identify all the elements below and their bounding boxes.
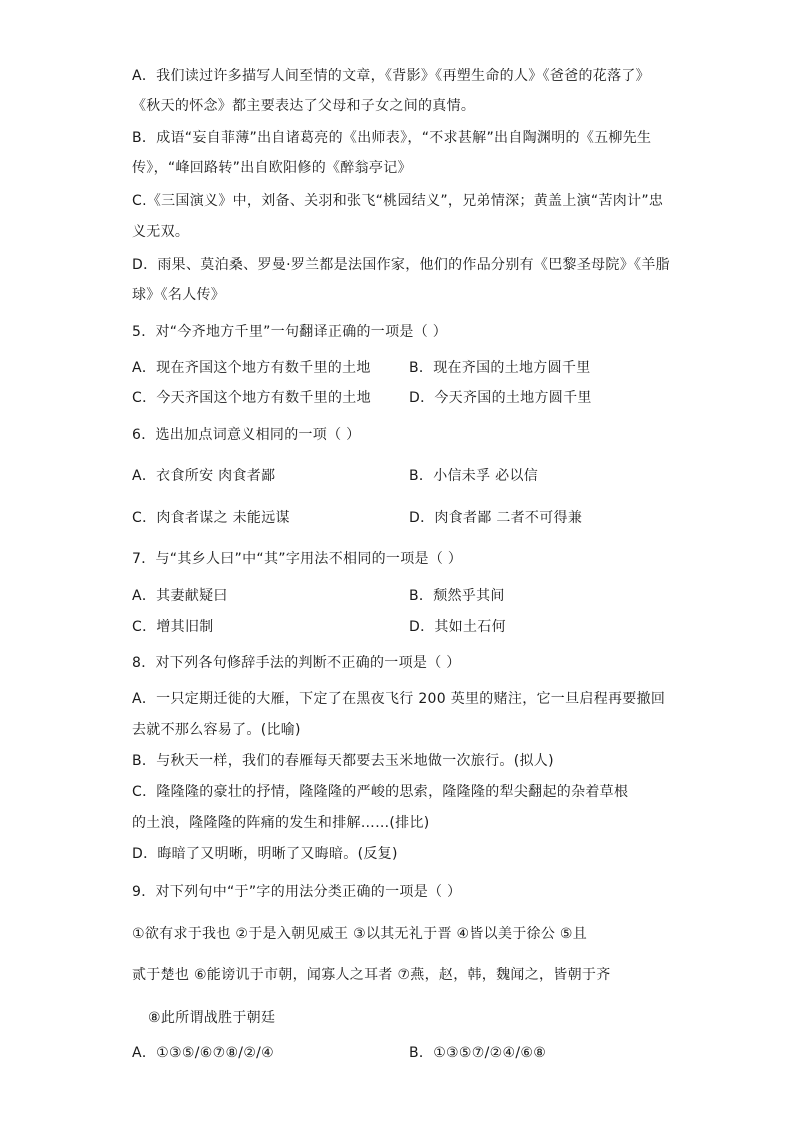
q9-option-a: A．①③⑤/⑥⑦⑧/②/④ — [132, 1045, 275, 1061]
q8-option-a-line1: A．一只定期迁徙的大雁，下定了在黑夜飞行 200 英里的赌注，它一旦启程再要撤回 — [132, 691, 666, 707]
q5-option-d: D．今天齐国的土地方圆千里 — [409, 390, 592, 406]
q8-option-d: D．晦暗了又明晰，明晰了又晦暗。(反复) — [132, 846, 398, 862]
q6-option-b: B．小信未孚 必以信 — [409, 468, 539, 484]
q7-option-a: A．其妻献疑曰 — [132, 588, 228, 604]
q4-option-b-line1: B．成语“妄自菲薄”出自诸葛亮的《出师表》，“不求甚解”出自陶渊明的《五柳先生 — [132, 130, 652, 146]
q5-option-a: A．现在齐国这个地方有数千里的土地 — [132, 360, 371, 376]
q4-option-a-line1: A．我们读过许多描写人间至情的文章，《背影》《再塑生命的人》《爸爸的花落了》 — [132, 68, 650, 84]
q4-option-a-line2: 《秋天的怀念》都主要表达了父母和子女之间的真情。 — [132, 98, 476, 114]
q9-option-b: B．①③⑤⑦/②④/⑥⑧ — [409, 1045, 547, 1061]
q8-option-c-line1: C．隆隆隆的豪壮的抒情，隆隆隆的严峻的思索，隆隆隆的犁尖翻起的杂着草根 — [132, 784, 629, 800]
q9-items-line1: ①欲有求于我也 ②于是入朝见威王 ③以其无礼于晋 ④皆以美于徐公 ⑤且 — [132, 926, 588, 942]
q6-option-d: D．肉食者鄙 二者不可得兼 — [409, 510, 583, 526]
q7-option-b: B．颓然乎其间 — [409, 588, 505, 604]
q7-stem: 7．与“其乡人曰”中“其”字用法不相同的一项是（ ） — [132, 551, 463, 567]
q9-items-line3: ⑧此所谓战胜于朝廷 — [148, 1010, 276, 1026]
q6-stem: 6．选出加点词意义相同的一项（ ） — [132, 427, 361, 443]
q4-option-d-line1: D．雨果、莫泊桑、罗曼·罗兰都是法国作家，他们的作品分别有《巴黎圣母院》《羊脂 — [132, 257, 670, 273]
q9-items-line2: 贰于楚也 ⑥能谤讥于市朝，闻寡人之耳者 ⑦燕，赵，韩，魏闻之，皆朝于齐 — [132, 967, 611, 983]
q4-option-d-line2: 球》《名人传》 — [132, 287, 226, 303]
q6-option-c: C．肉食者谋之 未能远谋 — [132, 510, 290, 526]
q4-option-c-line2: 义无双。 — [132, 224, 190, 240]
q5-stem: 5．对“今齐地方千里”一句翻译正确的一项是（ ） — [132, 324, 448, 340]
q7-option-c: C．增其旧制 — [132, 619, 214, 635]
q8-stem: 8．对下列各句修辞手法的判断不正确的一项是（ ） — [132, 655, 461, 671]
q7-option-d: D．其如土石何 — [409, 619, 506, 635]
q8-option-a-line2: 去就不那么容易了。(比喻) — [132, 722, 301, 738]
q5-option-b: B．现在齐国的土地方圆千里 — [409, 360, 591, 376]
q9-stem: 9．对下列句中“于”字的用法分类正确的一项是（ ） — [132, 884, 462, 900]
q5-option-c: C．今天齐国这个地方有数千里的土地 — [132, 390, 371, 406]
q4-option-c-line1: C.《三国演义》中，刘备、关羽和张飞“桃园结义”，兄弟情深；黄盖上演“苦肉计”忠 — [132, 193, 664, 209]
q8-option-c-line2: 的土浪，隆隆隆的阵痛的发生和排解……(排比) — [132, 815, 430, 831]
q8-option-b: B．与秋天一样，我们的春雁每天都要去玉米地做一次旅行。(拟人) — [132, 753, 554, 769]
q4-option-b-line2: 传》，“峰回路转”出自欧阳修的《醉翁亭记》 — [132, 160, 412, 176]
q6-option-a: A．衣食所安 肉食者鄙 — [132, 468, 276, 484]
